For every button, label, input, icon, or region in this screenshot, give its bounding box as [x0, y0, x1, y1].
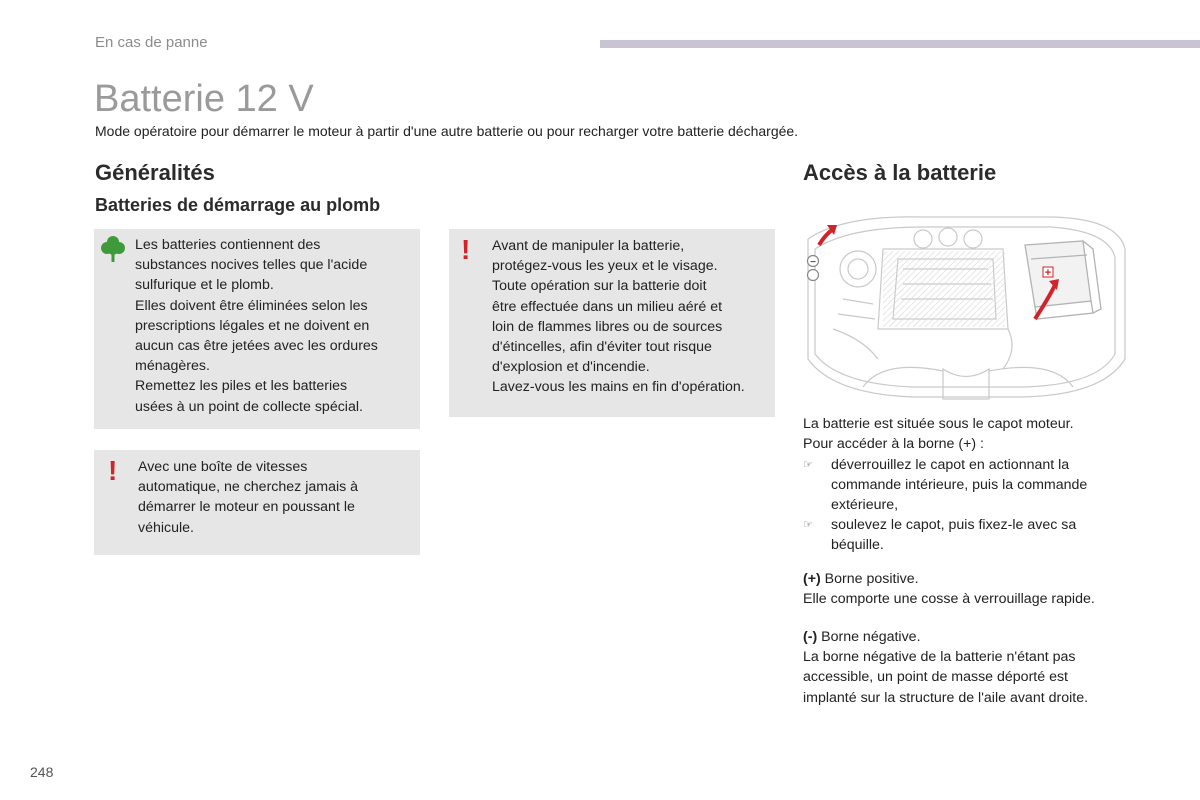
note-line: usées à un point de collecte spécial. [135, 398, 363, 415]
minus-terminal-label: − [810, 257, 816, 268]
note-line: démarrer le moteur en poussant le [138, 499, 355, 516]
bullet-unlock-bonnet: ☞ déverrouillez le capot en actionnant la commande intérieure, puis la commande extérieure, [803, 457, 1088, 514]
warning-box-handling [449, 229, 775, 417]
note-line: ménagères. [135, 358, 210, 375]
warning-icon: ! [108, 455, 118, 486]
page-title: Batterie 12 V [94, 78, 314, 120]
note-line: Lavez-vous les mains en fin d'opération. [492, 379, 745, 396]
note-line: Remettez les piles et les batteries [135, 378, 348, 395]
hand-pointer-icon: ☞ [803, 459, 813, 471]
header-bar [600, 40, 1200, 48]
intro-text: Mode opératoire pour démarrer le moteur à partir d'une autre batterie ou pour recharger votre batterie déchargée. [95, 123, 799, 139]
note-line: Les batteries contiennent des [135, 237, 321, 253]
note-line: sulfurique et le plomb. [135, 277, 274, 294]
plus-terminal-label: + [1044, 267, 1052, 279]
negative-terminal-text: (-) Borne négative. La borne négative de la batterie n'étant pas accessible, un point de masse déporté est implanté sur la structure de l'aile avant droite. [803, 629, 1089, 706]
note-line: d'étincelles, afin d'éviter tout risque [492, 339, 712, 356]
note-line: Elles doivent être éliminées selon les [135, 297, 368, 314]
environment-note-box [94, 229, 420, 429]
battery-location-text: La batterie est située sous le capot moteur. Pour accéder à la borne (+) : [803, 416, 1074, 453]
note-line: Avec une boîte de vitesses [138, 459, 308, 475]
note-line: aucun cas être jetées avec les ordures [135, 338, 378, 355]
note-line: prescriptions légales et ne doivent en [135, 317, 370, 334]
note-line: Toute opération sur la batterie doit [492, 278, 707, 295]
engine-bay-illustration [803, 209, 1129, 405]
subheading-batteries-plomb: Batteries de démarrage au plomb [95, 195, 381, 215]
warning-icon: ! [461, 234, 471, 265]
note-line: d'explosion et d'incendie. [492, 359, 650, 376]
hand-pointer-icon: ☞ [803, 519, 813, 531]
note-line: être effectuée dans un milieu aéré et [492, 298, 723, 315]
tree-icon [101, 235, 125, 263]
note-line: automatique, ne cherchez jamais à [138, 479, 359, 496]
section-label: En cas de panne [95, 34, 208, 51]
page-number: 248 [30, 764, 54, 780]
positive-terminal-text: (+) Borne positive. Elle comporte une cosse à verrouillage rapide. [803, 571, 1095, 608]
note-line: Avant de manipuler la batterie, [492, 238, 685, 254]
note-line: véhicule. [138, 519, 194, 536]
note-line: loin de flammes libres ou de sources [492, 318, 723, 335]
heading-acces-batterie: Accès à la batterie [803, 160, 997, 185]
note-line: substances nocives telles que l'acide [135, 257, 368, 274]
heading-generalites: Généralités [95, 160, 215, 185]
bullet-lift-bonnet: ☞ soulevez le capot, puis fixez-le avec sa béquille. [803, 517, 1077, 554]
warning-box-automatic [94, 450, 420, 555]
note-line: protégez-vous les yeux et le visage. [492, 258, 718, 275]
